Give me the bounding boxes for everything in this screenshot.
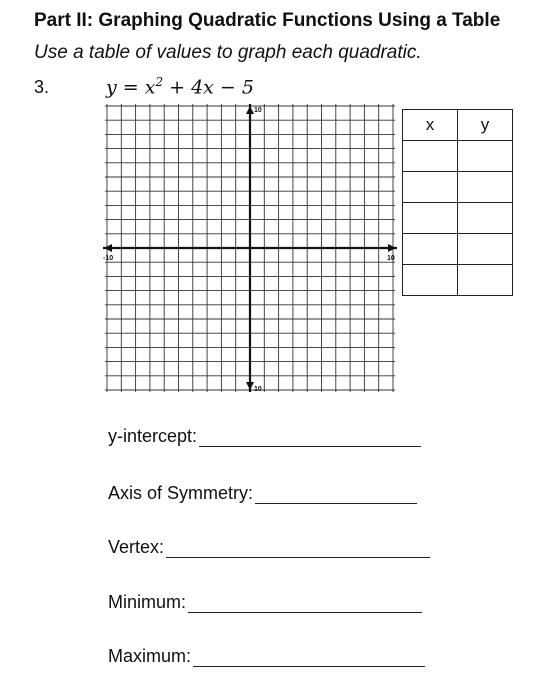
table-row [403, 265, 513, 296]
coordinate-grid[interactable] [103, 102, 401, 394]
maximum-field [108, 646, 425, 667]
y-axis-arrow-up [246, 106, 254, 114]
xy-table [402, 109, 513, 296]
y-axis-top-label: 10 [254, 107, 262, 114]
maximum-answer-line[interactable] [193, 648, 425, 667]
equation [106, 75, 254, 98]
table-row [403, 141, 513, 172]
x-cell[interactable] [403, 203, 458, 234]
axis-of-symmetry-answer-line[interactable] [255, 485, 417, 504]
table-row [403, 203, 513, 234]
x-cell[interactable] [403, 265, 458, 296]
x-cell[interactable] [403, 141, 458, 172]
x-axis-arrow-right [388, 244, 396, 252]
vertex-answer-line[interactable] [166, 539, 430, 558]
x-column-header: x [403, 110, 458, 141]
y-cell[interactable] [458, 234, 513, 265]
y-intercept-label: y-intercept: [108, 426, 198, 446]
y-cell[interactable] [458, 172, 513, 203]
axis-of-symmetry-label: Axis of Symmetry: [108, 483, 254, 503]
x-axis-right-label: 10 [387, 255, 395, 262]
minimum-answer-line[interactable] [188, 594, 422, 613]
minimum-label: Minimum: [108, 592, 187, 612]
x-axis-arrow-left [104, 244, 112, 252]
y-intercept-answer-line[interactable] [199, 428, 421, 447]
minimum-field [108, 592, 422, 613]
instructions: Use a table of values to graph each quadratic. [34, 42, 422, 63]
y-axis-arrow-down [246, 382, 254, 390]
problem-number: 3. [34, 77, 50, 97]
vertex-field [108, 537, 430, 558]
table-row [403, 172, 513, 203]
x-cell[interactable] [403, 172, 458, 203]
y-column-header: y [458, 110, 513, 141]
y-intercept-field [108, 426, 421, 447]
table-row [403, 234, 513, 265]
y-cell[interactable] [458, 141, 513, 172]
x-cell[interactable] [403, 234, 458, 265]
y-cell[interactable] [458, 265, 513, 296]
x-axis-left-label: -10 [103, 255, 114, 262]
xy-table-header-row [403, 110, 513, 141]
axis-of-symmetry-field [108, 483, 417, 504]
equation-exponent: 2 [155, 75, 164, 89]
equation-lhs: y = x [106, 76, 156, 99]
vertex-label: Vertex: [108, 537, 165, 557]
worksheet-title: Part II: Graphing Quadratic Functions Using a Table [34, 10, 501, 31]
y-axis-bottom-label: 10 [254, 386, 262, 393]
equation-rhs: + 4x − 5 [163, 76, 254, 99]
y-cell[interactable] [458, 203, 513, 234]
maximum-label: Maximum: [108, 646, 192, 666]
